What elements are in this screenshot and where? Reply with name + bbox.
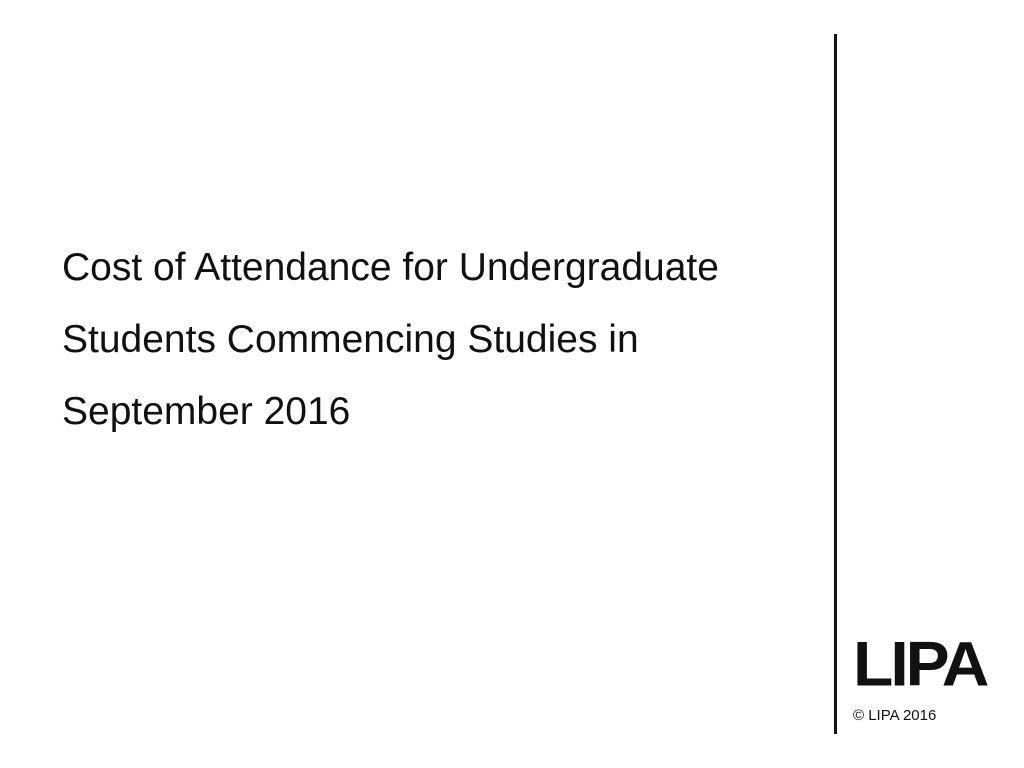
lipa-logo: LIPA — [853, 628, 987, 699]
vertical-divider — [834, 34, 837, 734]
slide-title-line-3: September 2016 — [62, 390, 351, 433]
slide-title-line-1: Cost of Attendance for Undergraduate — [62, 246, 719, 289]
slide-title — [62, 232, 802, 448]
copyright-notice: © LIPA 2016 — [853, 707, 937, 724]
slide-title-line-2: Students Commencing Studies in — [62, 318, 639, 361]
